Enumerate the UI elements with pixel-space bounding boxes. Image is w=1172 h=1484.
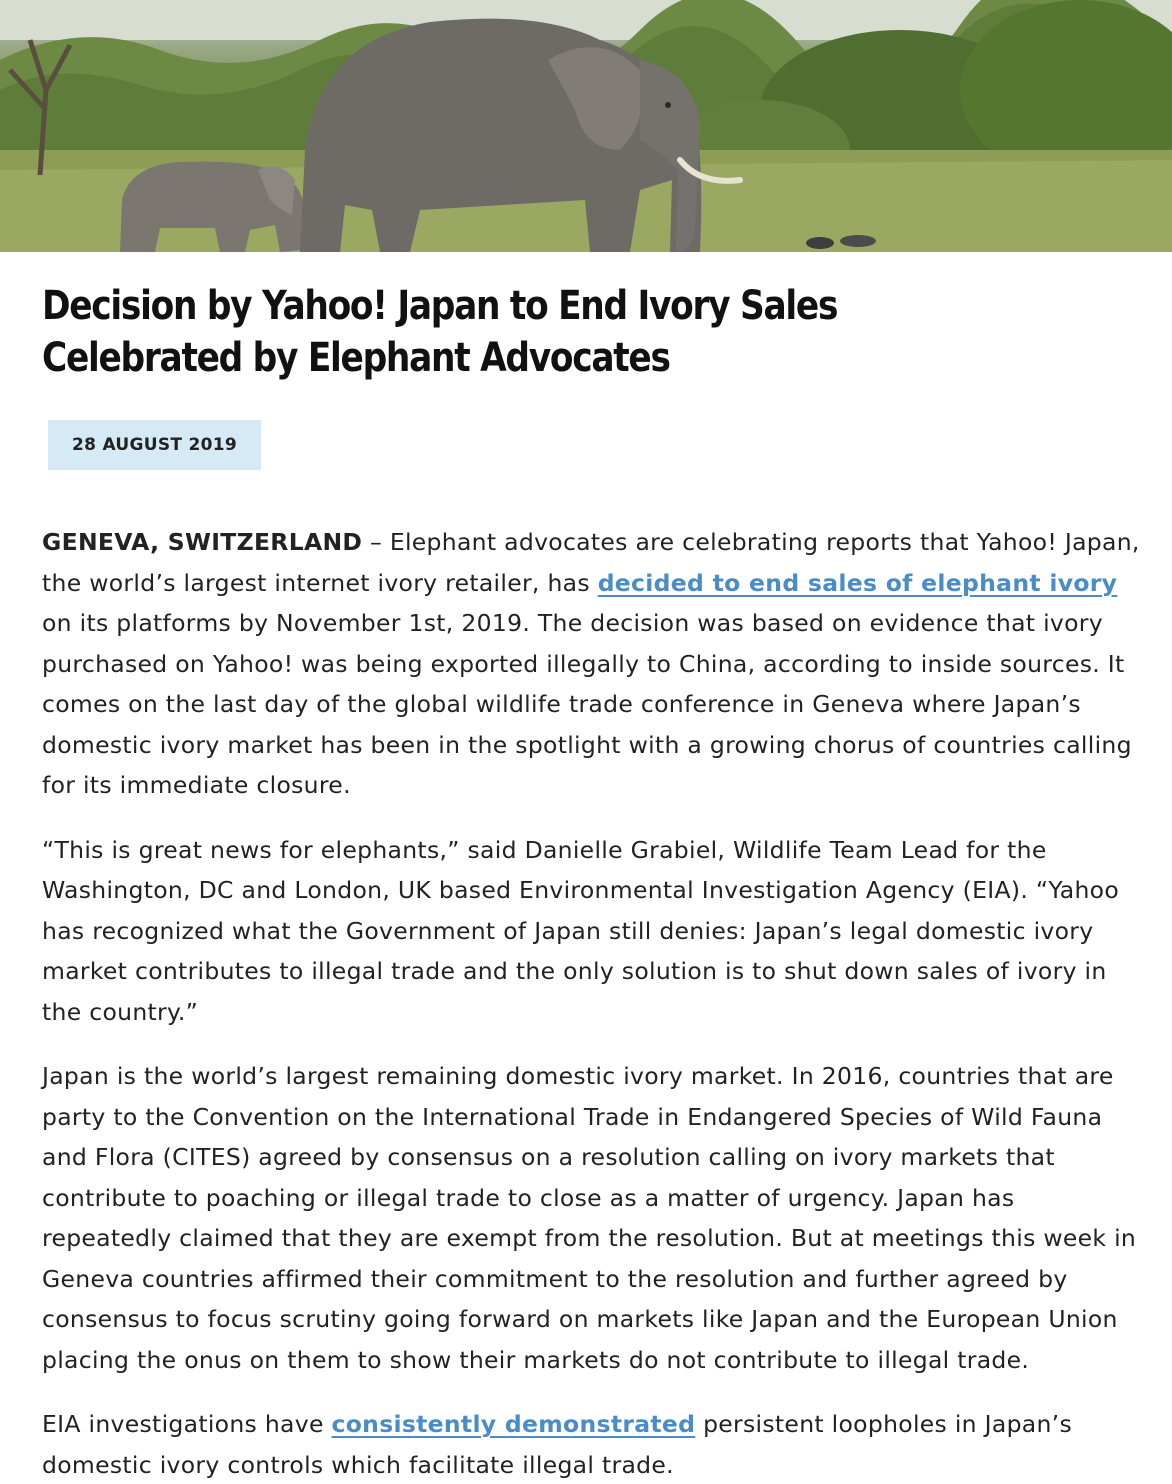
article-body	[42, 522, 1142, 1484]
paragraph-4-text-before: EIA investigations have	[42, 1410, 332, 1438]
title-wrapper	[42, 280, 1130, 392]
paragraph-4-text-after: persistent loopholes in Japan’s domestic ivory controls which facilitate illegal trade.	[42, 1410, 1072, 1479]
paragraph-1-text-before: – Elephant advocates are celebrating reports that Yahoo! Japan, the world’s largest internet ivory retailer, has	[42, 528, 1140, 597]
date-badge: 28 AUGUST 2019	[48, 420, 261, 470]
decided-to-end-sales-link[interactable]: decided to end sales of elephant ivory	[597, 568, 1118, 597]
paragraph-1-text-after: on its platforms by November 1st, 2019. The decision was based on evidence that ivory purchased on Yahoo! was being exported illegally to China, according to inside sources. It comes on the last day of the global wildlife trade conference in Geneva where Japan’s domestic ivory market has been in the spotlight with a growing chorus of countries calling for its immediate closure.	[42, 609, 1132, 799]
elephants-illustration	[0, 0, 1172, 252]
dateline-location: GENEVA, SWITZERLAND	[42, 528, 363, 556]
article-title: Decision by Yahoo! Japan to End Ivory Sales Celebrated by Elephant Advocates	[42, 283, 838, 381]
paragraph-4	[42, 1404, 1142, 1484]
paragraph-1	[42, 522, 1142, 806]
hero-image	[0, 0, 1172, 252]
paragraph-2: “This is great news for elephants,” said Danielle Grabiel, Wildlife Team Lead for the Washington, DC and London, UK based Environmental Investigation Agency (EIA). “Yahoo has recognized what the Government of Japan still denies: Japan’s legal domestic ivory market contributes to illegal trade and the only solution is to shut down sales of ivory in the country.”	[42, 835, 1120, 1026]
paragraph-3: Japan is the world’s largest remaining domestic ivory market. In 2016, countries that are party to the Convention on the International Trade in Endangered Species of Wild Fauna and Flora (CITES) agreed by consensus on a resolution calling on ivory markets that contribute to poaching or illegal trade to close as a matter of urgency. Japan has repeatedly claimed that they are exempt from the resolution. But at meetings this week in Geneva countries affirmed their commitment to the resolution and further agreed by consensus to focus scrutiny going forward on markets like Japan and the European Union placing the onus on them to show their markets do not contribute to illegal trade.	[42, 1062, 1137, 1374]
consistently-demonstrated-link[interactable]: consistently demonstrated	[331, 1410, 696, 1438]
article	[0, 280, 1172, 1484]
